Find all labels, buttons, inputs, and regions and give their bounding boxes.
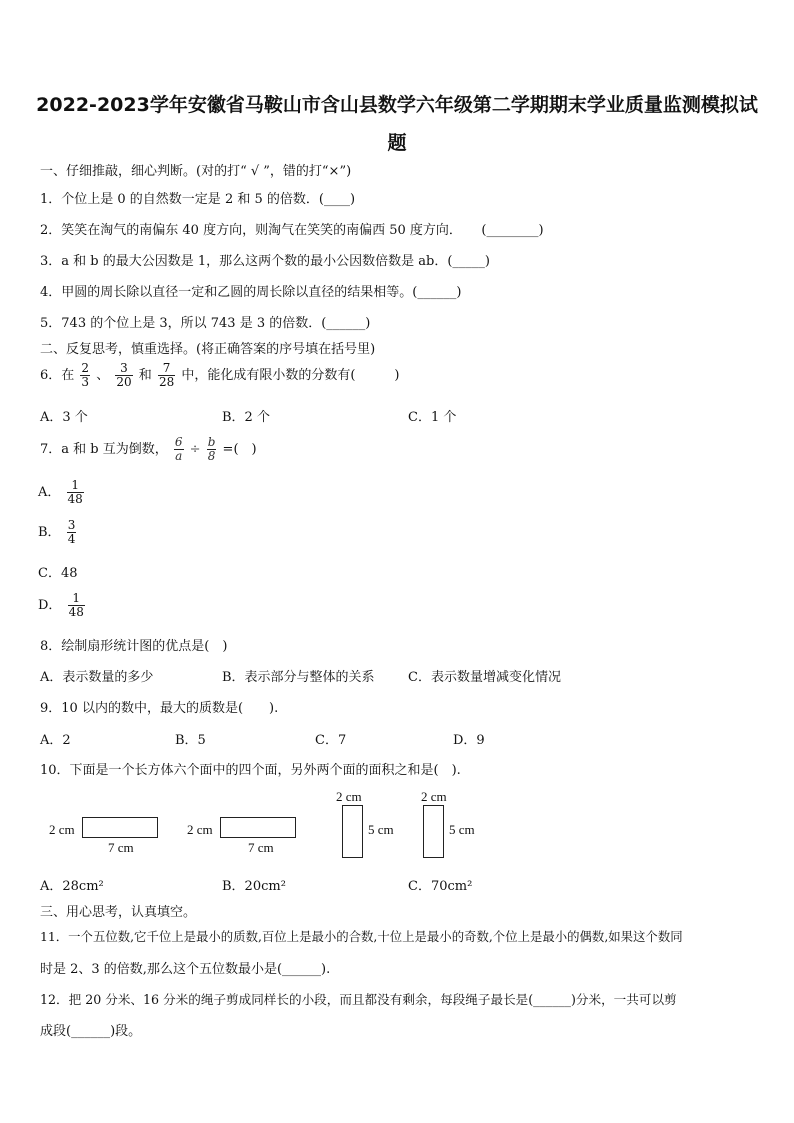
rect4-top-label: 2 cm xyxy=(421,789,447,804)
q9-option-c: C．7 xyxy=(315,733,347,748)
question-8: 8．绘制扇形统计图的优点是( ) xyxy=(40,639,228,654)
section2-heading: 二、反复思考，慎重选择。(将正确答案的序号填在括号里) xyxy=(40,342,376,357)
question-7 xyxy=(40,435,257,465)
q7-option-b xyxy=(38,518,78,548)
q6-option-b: B．2 个 xyxy=(222,410,270,425)
rect4-side-label: 5 cm xyxy=(449,822,475,837)
q7-a-num: 1 xyxy=(67,479,84,493)
q6-f2-num: 3 xyxy=(115,362,132,376)
question-4: 4．甲圆的周长除以直径一定和乙圆的周长除以直径的结果相等。(______) xyxy=(40,285,462,300)
q6-fraction-2 xyxy=(115,362,132,389)
q10-option-b: B．20cm² xyxy=(222,879,286,894)
q7-suffix: =( ) xyxy=(222,442,257,457)
q7-d-label: D． xyxy=(38,598,62,613)
q10-option-a: A．28cm² xyxy=(40,879,104,894)
q7-b-fraction xyxy=(67,519,77,546)
q7-d-fraction xyxy=(68,592,85,619)
q7-fa-num: 6 xyxy=(174,435,183,449)
q6-suffix: 中，能化成有限小数的分数有( ) xyxy=(181,368,400,383)
q7-operator: ÷ xyxy=(189,442,201,457)
section3-heading: 三、用心思考，认真填空。 xyxy=(40,905,197,920)
q7-option-a xyxy=(38,478,86,508)
q9-option-b: B．5 xyxy=(175,733,206,748)
page-title: 2022-2023学年安徽省马鞍山市含山县数学六年级第二学期期末学业质量监测模拟试 xyxy=(36,94,758,116)
q7-fb-den: 8 xyxy=(207,449,216,463)
q6-f2-den: 20 xyxy=(116,375,132,389)
q9-option-a: A．2 xyxy=(40,733,71,748)
q6-option-c: C．1 个 xyxy=(408,410,457,425)
q6-f3-den: 28 xyxy=(158,375,175,389)
q6-fraction-1 xyxy=(80,362,90,389)
q7-fa-den: a xyxy=(175,449,183,463)
section1-heading: 一、仔细推敲，细心判断。(对的打“ √ ”，错的打“×”) xyxy=(40,164,352,179)
rect-face-1 xyxy=(82,817,158,838)
q7-option-d xyxy=(38,591,87,621)
q7-b-num: 3 xyxy=(67,518,76,532)
q7-a-label: A． xyxy=(38,485,61,500)
q7-a-den: 48 xyxy=(67,492,83,506)
q6-sep1: 、 xyxy=(96,368,110,383)
q7-option-c: C．48 xyxy=(38,566,78,581)
question-11-line2: 时是 2、3 的倍数,那么这个五位数最小是(______). xyxy=(40,962,331,977)
q7-fb-num: b xyxy=(207,435,216,449)
question-2: 2．笑笑在淘气的南偏东 40 度方向，则淘气在笑笑的南偏西 50 度方向． (________) xyxy=(40,223,544,238)
q6-f1-num: 2 xyxy=(81,361,90,375)
question-5: 5．743 的个位上是 3，所以 743 是 3 的倍数．(______) xyxy=(40,316,371,331)
q6-f1-den: 3 xyxy=(81,375,90,389)
rect1-side-label: 2 cm xyxy=(49,822,75,837)
page-title-continued: 题 xyxy=(387,132,407,154)
q8-option-a: A．表示数量的多少 xyxy=(40,670,154,685)
question-10: 10．下面是一个长方体六个面中的四个面，另外两个面的面积之和是( ). xyxy=(40,763,461,778)
rect3-side-label: 5 cm xyxy=(368,822,394,837)
rect1-bottom-label: 7 cm xyxy=(108,840,134,855)
q7-prefix: 7．a 和 b 互为倒数， xyxy=(40,442,168,457)
q8-option-c: C．表示数量增减变化情况 xyxy=(408,670,561,685)
rect2-bottom-label: 7 cm xyxy=(248,840,274,855)
question-1: 1．个位上是 0 的自然数一定是 2 和 5 的倍数．(____) xyxy=(40,192,356,207)
q7-a-fraction xyxy=(67,479,84,506)
rect-face-4 xyxy=(423,805,444,858)
q8-option-b: B．表示部分与整体的关系 xyxy=(222,670,375,685)
question-12-line2: 成段(______)段。 xyxy=(40,1024,142,1039)
question-6 xyxy=(40,360,400,392)
rect2-side-label: 2 cm xyxy=(187,822,213,837)
q9-option-d: D．9 xyxy=(453,733,485,748)
q7-b-label: B． xyxy=(38,525,61,540)
q7-d-num: 1 xyxy=(68,592,85,606)
question-9: 9．10 以内的数中，最大的质数是( ). xyxy=(40,701,279,716)
q7-b-den: 4 xyxy=(67,532,76,546)
q10-option-c: C．70cm² xyxy=(408,879,473,894)
q6-f3-num: 7 xyxy=(158,362,175,376)
q6-sep2: 和 xyxy=(138,368,152,383)
rect3-top-label: 2 cm xyxy=(336,789,362,804)
question-11-line1: 11．一个五位数,它千位上是最小的质数,百位上是最小的合数,十位上是最小的奇数,个位上是最小的偶数,如果这个数同 xyxy=(40,929,683,944)
q6-fraction-3 xyxy=(158,362,175,389)
rect-face-3 xyxy=(342,805,363,858)
q7-d-den: 48 xyxy=(68,605,84,619)
question-3: 3．a 和 b 的最大公因数是 1，那么这两个数的最小公因数倍数是 ab．(_____) xyxy=(40,254,490,269)
rect-face-2 xyxy=(220,817,296,838)
q6-prefix: 6．在 xyxy=(40,368,75,383)
q7-fraction-b xyxy=(207,436,217,463)
q6-option-a: A．3 个 xyxy=(40,410,88,425)
q7-fraction-a xyxy=(174,436,184,463)
question-12-line1: 12．把 20 分米、16 分米的绳子剪成同样长的小段，而且都没有剩余，每段绳子最长是(______)分米，一共可以剪 xyxy=(40,992,677,1007)
